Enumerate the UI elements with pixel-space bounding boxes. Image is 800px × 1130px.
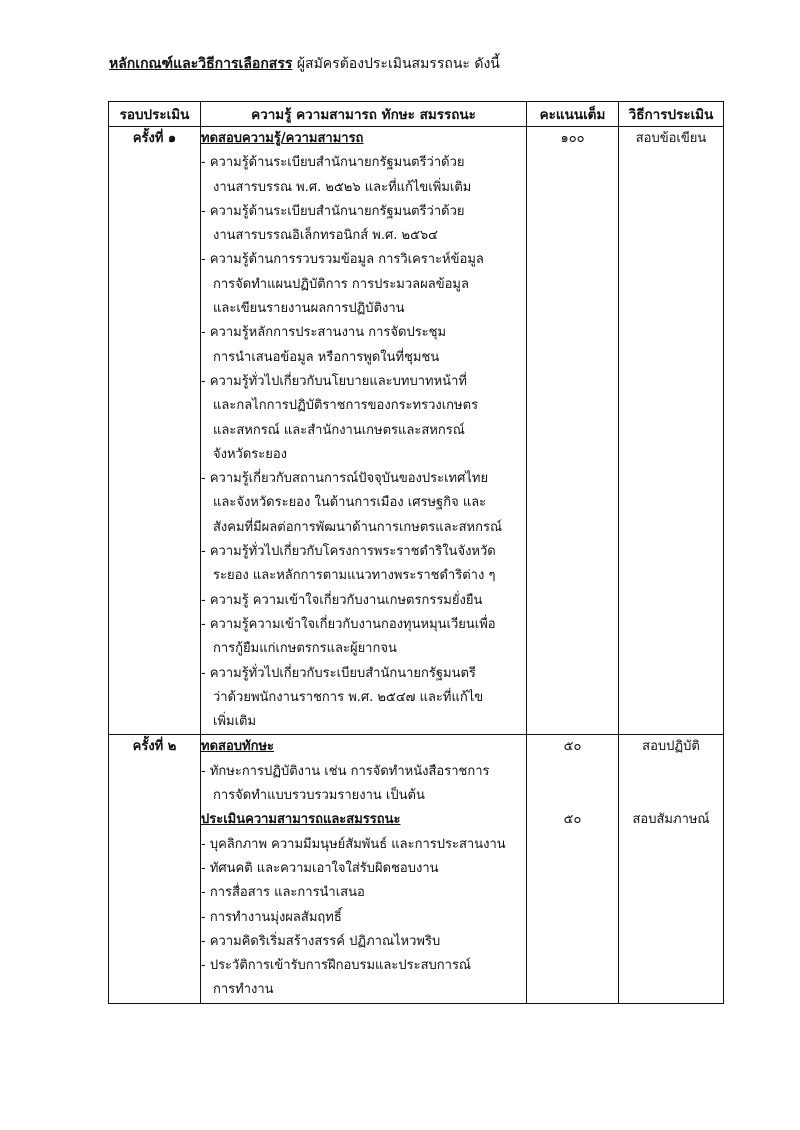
criteria-line: - ความรู้ทั่วไปเกี่ยวกับระเบียบสำนักนายกรัฐมนตรี: [201, 665, 476, 681]
round1-label: ครั้งที่ ๑: [109, 127, 201, 735]
criteria-line: งานสารบรรณอิเล็กทรอนิกส์ พ.ศ. ๒๕๖๔: [213, 228, 439, 244]
criteria-line: การทำงาน: [213, 982, 274, 998]
table-row-round2: [109, 735, 724, 1003]
header-method: วิธีการประเมิน: [619, 102, 724, 127]
criteria-line: - ความรู้หลักการประสานงาน การจัดประชุม: [201, 325, 447, 341]
round2-skills-title: ทดสอบทักษะ: [201, 739, 274, 755]
criteria-line: งานสารบรรณ พ.ศ. ๒๕๒๖ และที่แก้ไขเพิ่มเติม: [213, 179, 472, 195]
criteria-table: [108, 101, 724, 1004]
criteria-line: - ทัศนคติ และความเอาใจใส่รับผิดชอบงาน: [201, 860, 439, 876]
criteria-line: และจังหวัดระยอง ในด้านการเมือง เศรษฐกิจ และ: [213, 495, 487, 511]
criteria-line: ว่าด้วยพนักงานราชการ พ.ศ. ๒๕๔๗ และที่แก้ไข: [213, 689, 484, 705]
criteria-line: การจัดทำแผนปฏิบัติการ การประมวลผลข้อมูล: [213, 276, 469, 292]
header-score: คะแนนเต็ม: [527, 102, 619, 127]
criteria-line: การกู้ยืมแก่เกษตรกรและผู้ยากจน: [213, 641, 397, 657]
criteria-line: จังหวัดระยอง: [213, 446, 288, 462]
criteria-line: การจัดทำแบบรวบรวมรายงาน เป็นต้น: [213, 788, 425, 804]
header-competency: ความรู้ ความสามารถ ทักษะ สมรรถนะ: [201, 102, 527, 127]
criteria-line: และกลไกการปฏิบัติราชการของกระทรวงเกษตร: [213, 398, 479, 414]
criteria-line: และเขียนรายงานผลการปฏิบัติงาน: [213, 301, 405, 317]
round2-content: [201, 735, 527, 1003]
criteria-line: การนำเสนอข้อมูล หรือการพูดในที่ชุมชน: [213, 349, 440, 365]
criteria-line: - การทำงานมุ่งผลสัมฤทธิ์: [201, 909, 342, 925]
round2-scores: [527, 735, 619, 1003]
round2-methods: [619, 735, 724, 1003]
criteria-line: - ความรู้ความเข้าใจเกี่ยวกับงานกองทุนหมุนเวียนเพื่อ: [201, 616, 496, 632]
criteria-line: - ประวัติการเข้ารับการฝึกอบรมและประสบการณ์: [201, 958, 471, 974]
page-heading: [109, 54, 749, 74]
round2-skills-method: สอบปฏิบัติ: [642, 739, 700, 755]
criteria-line: - ความรู้ด้านระเบียบสำนักนายกรัฐมนตรีว่าด้วย: [201, 155, 465, 171]
criteria-line: - ความรู้ทั่วไปเกี่ยวกับนโยบายและบทบาทหน้าที่: [201, 373, 467, 389]
round2-competency-lines: [201, 833, 526, 1003]
round2-label: ครั้งที่ ๒: [109, 735, 201, 1003]
table-row-round1: [109, 127, 724, 735]
round2-competency-method: สอบสัมภาษณ์: [632, 812, 710, 828]
criteria-line: สังคมที่มีผลต่อการพัฒนาด้านการเกษตรและสหกรณ์: [213, 519, 503, 535]
round2-competency-title: ประเมินความสามารถและสมรรถนะ: [201, 812, 401, 828]
spacer: [619, 784, 723, 808]
criteria-line: - บุคลิกภาพ ความมีมนุษย์สัมพันธ์ และการประสานงาน: [201, 836, 506, 852]
round1-method: สอบข้อเขียน: [619, 127, 724, 735]
heading-title: หลักเกณฑ์และวิธีการเลือกสรร: [109, 56, 293, 72]
criteria-line: - ความคิดริเริ่มสร้างสรรค์ ปฏิภาณไหวพริบ: [201, 933, 441, 949]
criteria-line: - การสื่อสาร และการนำเสนอ: [201, 885, 365, 901]
criteria-line: - ความรู้ทั่วไปเกี่ยวกับโครงการพระราชดำริในจังหวัด: [201, 544, 496, 560]
spacer: [527, 760, 618, 784]
round2-competency-score: ๕๐: [563, 812, 582, 828]
criteria-line: - ความรู้ด้านระเบียบสำนักนายกรัฐมนตรีว่าด้วย: [201, 203, 465, 219]
table-header-row: [109, 102, 724, 127]
criteria-line: - ความรู้ ความเข้าใจเกี่ยวกับงานเกษตรกรรมยั่งยืน: [201, 592, 483, 608]
criteria-line: และสหกรณ์ และสำนักงานเกษตรและสหกรณ์: [213, 422, 465, 438]
criteria-line: ระยอง และหลักการตามแนวทางพระราชดำริต่าง ๆ: [213, 568, 496, 584]
round1-score: ๑๐๐: [527, 127, 619, 735]
round2-skills-score: ๕๐: [563, 739, 582, 755]
spacer: [527, 784, 618, 808]
criteria-line: - ความรู้ด้านการรวบรวมข้อมูล การวิเคราะห์ข้อมูล: [201, 252, 484, 268]
criteria-line: เพิ่มเติม: [213, 714, 257, 730]
round1-content: [201, 127, 527, 735]
round1-lines: [201, 151, 526, 734]
round2-skills-lines: [201, 760, 526, 809]
round1-section-title: ทดสอบความรู้/ความสามารถ: [201, 131, 364, 146]
heading-subtitle: ผู้สมัครต้องประเมินสมรรถนะ ดังนี้: [296, 56, 500, 72]
criteria-line: - ทักษะการปฏิบัติงาน เช่น การจัดทำหนังสือราชการ: [201, 763, 490, 779]
criteria-line: - ความรู้เกี่ยวกับสถานการณ์ปัจจุบันของประเทศไทย: [201, 471, 489, 487]
spacer: [619, 760, 723, 784]
header-round: รอบประเมิน: [109, 102, 201, 127]
